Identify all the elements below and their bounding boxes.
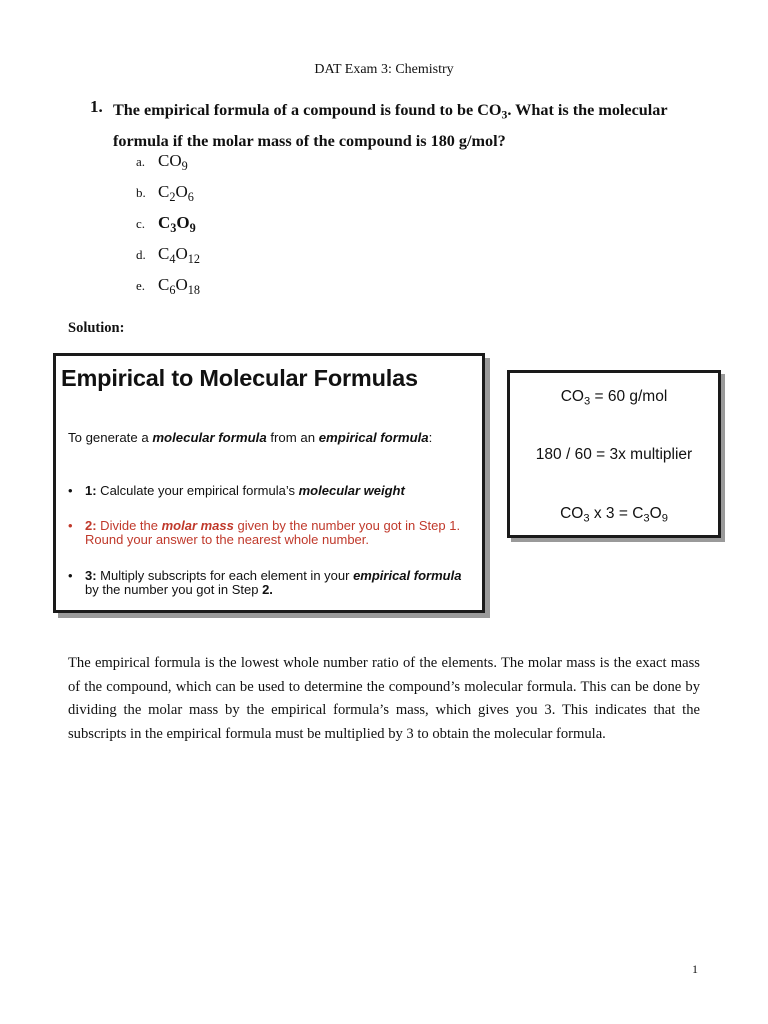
slide-image-empirical-to-molecular (53, 353, 485, 613)
option-letter: c. (136, 216, 146, 231)
answer-option-c (136, 213, 196, 233)
document-title: DAT Exam 3: Chemistry (314, 62, 454, 77)
bullet-icon: • (68, 518, 73, 533)
slide-step-2 (68, 519, 478, 547)
calculation-box (507, 370, 721, 538)
option-formula: $CO_9$ (158, 151, 188, 173)
step-text: 1: Calculate your empirical formula’s molecular weight (85, 483, 405, 498)
calc-line-molar-mass: $CO_3 = 60$ g/mol (560, 388, 668, 408)
explanation-paragraph: The empirical formula is the lowest whole number ratio of the elements. The molar mass is the exact mass of the compound, which can be used to determine the compound’s molecular formula. This can be done by dividing the molar mass by the empirical formula’s mass, which gives you 3. This indicates that the subscripts in the empirical formula must be multiplied by 3 to obtain the molecular formula. (68, 655, 700, 742)
calc-line-multiplier: 180 / 60 = 3x multiplier (535, 446, 693, 463)
bullet-icon: • (68, 568, 73, 583)
bullet-icon: • (68, 483, 73, 498)
calc-line-result: $CO_3$ x $3 = C_3O_9$ (560, 505, 668, 525)
option-letter: e. (136, 278, 146, 293)
option-letter: b. (136, 185, 146, 200)
option-letter: a. (136, 154, 146, 169)
question-number: 1. (90, 97, 103, 116)
option-formula: $C_6O_{18}$ (158, 275, 200, 297)
answer-option-b (136, 182, 194, 202)
option-formula: $C_2O_6$ (158, 182, 194, 204)
option-formula-correct: $C_3O_9$ (158, 213, 196, 235)
solution-label: Solution: (68, 320, 125, 336)
slide-step-3 (68, 569, 478, 597)
question-text-after: . What is the molecular formula if the molar mass of the compound is 180 g/mol? (113, 101, 668, 150)
answer-option-e (136, 275, 200, 295)
question-formula-subscript: 3 (501, 108, 508, 122)
slide-step-1 (68, 484, 478, 498)
answer-option-a (136, 151, 188, 171)
page-number: 1 (692, 962, 698, 976)
option-formula: $C_4O_{12}$ (158, 244, 200, 266)
option-letter: d. (136, 247, 146, 262)
step-text: 3: Multiply subscripts for each element in your empirical formula by the number you got in Step 2. (85, 568, 462, 597)
slide-intro: To generate a molecular formula from an empirical formula: (68, 430, 433, 445)
step-text: 2: Divide the molar mass given by the number you got in Step 1. Round your answer to the nearest whole number. (85, 518, 461, 547)
question-text-before: The empirical formula of a compound is found to be CO (113, 101, 502, 119)
slide-title: Empirical to Molecular Formulas (61, 365, 418, 391)
answer-option-d (136, 244, 200, 264)
question-text (113, 95, 673, 157)
